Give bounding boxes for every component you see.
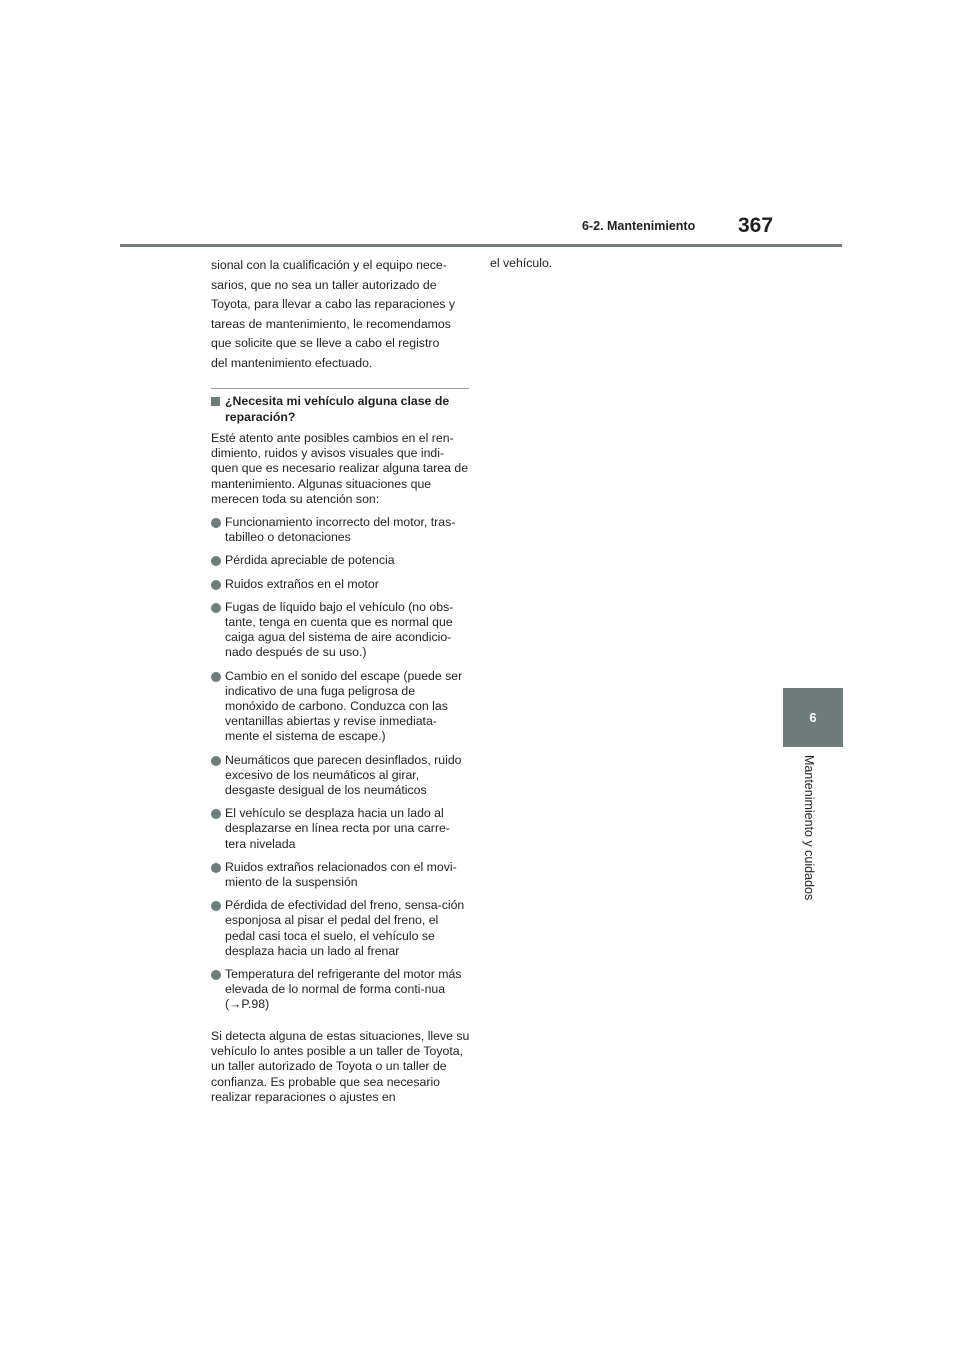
round-bullet-icon — [211, 672, 221, 682]
closing-paragraph: Si detecta alguna de estas situaciones, lleve su vehículo lo antes posible a un taller de Toyota, un taller autorizado de Toyota o un taller de confianza. Es probable que sea necesario realizar reparaciones o ajustes en — [211, 1029, 470, 1104]
section-heading — [211, 394, 471, 425]
section-heading-text: ¿Necesita mi vehículo alguna clase de reparación? — [225, 394, 450, 424]
section-title: 6-2. Mantenimiento — [582, 219, 696, 233]
list-item: Temperatura del refrigerante del motor más elevada de lo normal de forma conti-nua (→P.98) — [211, 967, 471, 1013]
section-divider — [211, 388, 469, 389]
round-bullet-icon — [211, 901, 221, 911]
round-bullet-icon — [211, 970, 221, 980]
intro-paragraph — [211, 256, 471, 374]
round-bullet-icon — [211, 580, 221, 590]
square-bullet-icon — [211, 397, 220, 406]
chapter-number: 6 — [809, 710, 817, 725]
list-item: El vehículo se desplaza hacia un lado al desplazarse en línea recta por una carre-tera nivelada — [211, 806, 471, 852]
chapter-side-title — [798, 755, 818, 955]
list-item: Funcionamiento incorrecto del motor, tras-tabilleo o detonaciones — [211, 515, 471, 545]
intro-line: sarios, que no sea un taller autorizado de — [211, 277, 437, 292]
round-bullet-icon — [211, 518, 221, 528]
list-item: Ruidos extraños en el motor — [211, 577, 471, 592]
list-item: Fugas de líquido bajo el vehículo (no obs-tante, tenga en cuenta que es normal que caiga agua del sistema de aire acondicio-nado después de su uso.) — [211, 600, 471, 661]
intro-line: sional con la cualificación y el equipo nece- — [211, 258, 447, 272]
intro-line: Toyota, para llevar a cabo las reparaciones y — [211, 297, 456, 312]
round-bullet-icon — [211, 603, 221, 613]
header-divider — [120, 244, 842, 247]
intro-line: que solicite que se lleve a cabo el registro — [211, 336, 440, 351]
round-bullet-icon — [211, 863, 221, 873]
right-column-text: el vehículo. — [490, 256, 553, 270]
section-paragraph: Esté atento ante posibles cambios en el ren-dimiento, ruidos y avisos visuales que indi-quen que es necesario realizar alguna tarea de mantenimiento. Algunas situaciones que merecen toda su atención son: — [211, 431, 469, 506]
list-item: Cambio en el sonido del escape (puede ser indicativo de una fuga peligrosa de monóxido de carbono. Conduzca con las ventanillas abiertas y revise inmediata-mente el sistema de escape.) — [211, 669, 471, 745]
chapter-tab — [783, 688, 843, 747]
round-bullet-icon — [211, 756, 221, 766]
list-item: Neumáticos que parecen desinflados, ruido excesivo de los neumáticos al girar, desgaste desigual de los neumáticos — [211, 753, 471, 799]
intro-line: del mantenimiento efectuado. — [211, 355, 373, 370]
symptom-list — [211, 515, 471, 1021]
chapter-title-text: Mantenimiento y cuidados — [802, 755, 816, 901]
list-item: Pérdida apreciable de potencia — [211, 553, 471, 568]
list-item: Pérdida de efectividad del freno, sensa-ción esponjosa al pisar el pedal del freno, el pedal casi toca el suelo, el vehículo se desplaza hacia un lado al frenar — [211, 898, 471, 959]
round-bullet-icon — [211, 809, 221, 819]
page-number: 367 — [738, 214, 774, 237]
round-bullet-icon — [211, 556, 221, 566]
intro-line: tareas de mantenimiento, le recomendamos — [211, 316, 451, 331]
list-item: Ruidos extraños relacionados con el movi-miento de la suspensión — [211, 860, 471, 890]
